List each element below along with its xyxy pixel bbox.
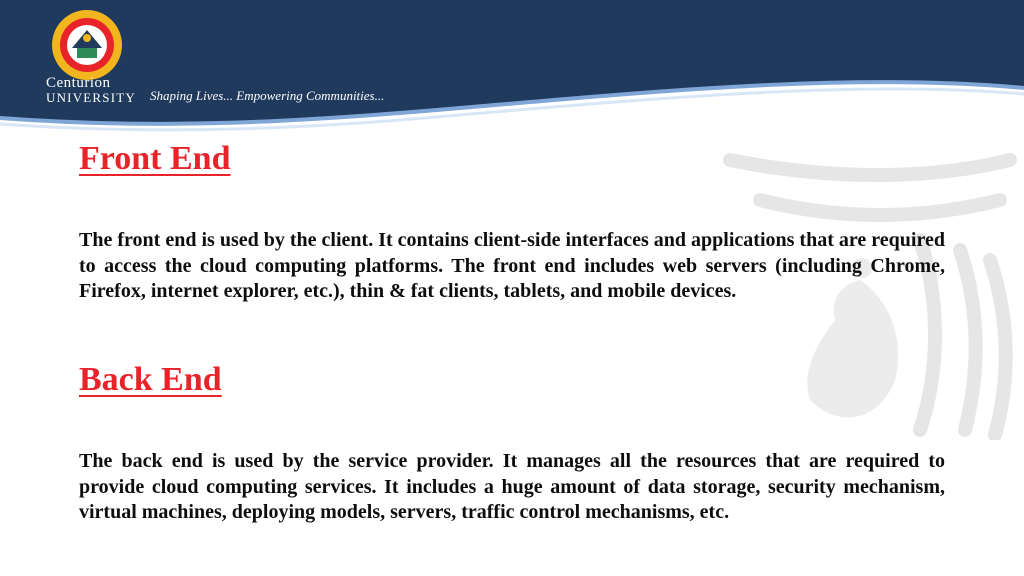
brand-name: Centurion [46, 75, 111, 91]
brand-name-university: UNIVERSITY [46, 90, 136, 105]
university-seal-icon [42, 8, 132, 82]
section-heading-front-end: Front End [79, 140, 231, 177]
paragraph-front-end: The front end is used by the client. It contains client-side interfaces and applications that are required to access the cloud computing platforms. The front end includes web servers (including Chrome, Firefox, internet explorer, etc.), thin & fat clients, tablets, and mobile devices. [79, 229, 945, 302]
paragraph-back-end: The back end is used by the service provider. It manages all the resources that are required to provide cloud computing services. It includes a huge amount of data storage, security mechanism, virtual machines, deploying models, servers, traffic control mechanisms, etc. [79, 450, 945, 523]
section-heading-back-end: Back End [79, 361, 222, 398]
tagline: Shaping Lives... Empowering Communities... [150, 88, 385, 103]
header-band [0, 0, 1024, 150]
